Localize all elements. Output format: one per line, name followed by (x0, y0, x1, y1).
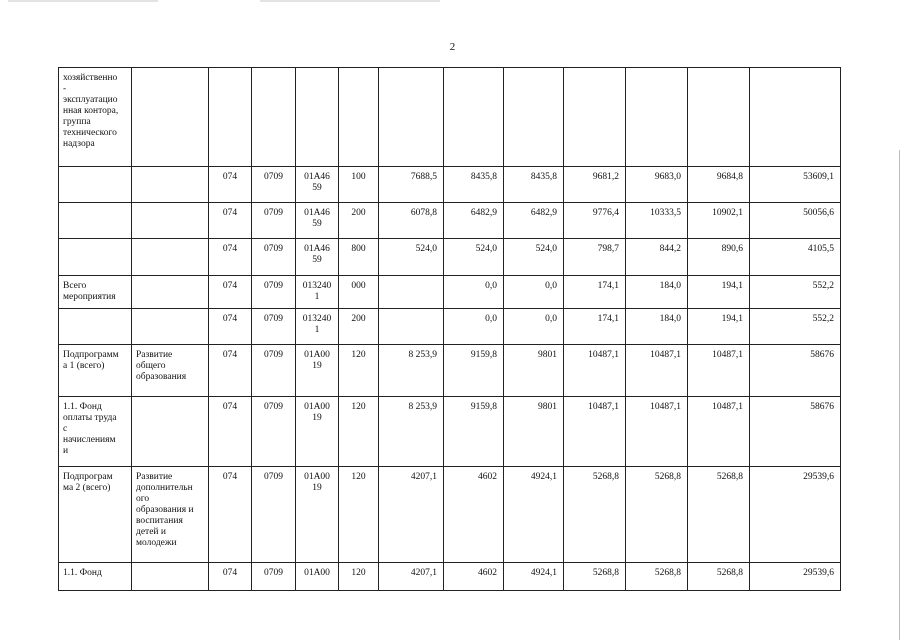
value-cell: 844,2 (626, 239, 688, 276)
total-cell: 552,2 (750, 309, 841, 345)
code-target-cell: 01А00 (296, 563, 339, 591)
scan-edge-line (899, 150, 900, 640)
value-cell: 9801 (504, 397, 564, 467)
code-section-cell: 0709 (252, 563, 296, 591)
code-section-cell: 0709 (252, 276, 296, 309)
code-target-cell: 01А46 59 (296, 203, 339, 239)
value-cell: 9776,4 (564, 203, 626, 239)
value-cell: 524,0 (444, 239, 504, 276)
code-target-cell: 013240 1 (296, 276, 339, 309)
value-cell: 6482,9 (444, 203, 504, 239)
value-cell (444, 68, 504, 167)
value-cell: 10487,1 (626, 345, 688, 397)
code-ministry-cell: 074 (209, 167, 252, 203)
total-cell: 50056,6 (750, 203, 841, 239)
value-cell (504, 68, 564, 167)
code-expense-type-cell: 000 (339, 276, 379, 309)
value-cell: 6482,9 (504, 203, 564, 239)
code-ministry-cell: 074 (209, 309, 252, 345)
row-name-cell (59, 203, 132, 239)
value-cell: 4924,1 (504, 563, 564, 591)
table-row (59, 467, 841, 563)
value-cell: 0,0 (504, 309, 564, 345)
value-cell: 10333,5 (626, 203, 688, 239)
code-ministry-cell: 074 (209, 276, 252, 309)
total-cell: 53609,1 (750, 167, 841, 203)
total-cell: 552,2 (750, 276, 841, 309)
code-ministry-cell: 074 (209, 345, 252, 397)
value-cell: 5268,8 (688, 467, 750, 563)
value-cell: 174,1 (564, 276, 626, 309)
value-cell: 890,6 (688, 239, 750, 276)
value-cell: 0,0 (444, 309, 504, 345)
table-row (59, 563, 841, 591)
row-name-cell: 1.1. Фонд (59, 563, 132, 591)
row-description-cell (132, 397, 209, 467)
code-expense-type-cell: 120 (339, 467, 379, 563)
value-cell (379, 276, 444, 309)
value-cell: 9159,8 (444, 345, 504, 397)
value-cell: 4924,1 (504, 467, 564, 563)
row-name-cell: Подпрограмм а 1 (всего) (59, 345, 132, 397)
total-cell: 29539,6 (750, 467, 841, 563)
row-description-cell (132, 167, 209, 203)
code-section-cell: 0709 (252, 239, 296, 276)
code-ministry-cell: 074 (209, 563, 252, 591)
code-section-cell: 0709 (252, 467, 296, 563)
row-name-cell (59, 239, 132, 276)
row-description-cell (132, 563, 209, 591)
code-ministry-cell: 074 (209, 203, 252, 239)
row-name-cell: Всего мероприятия (59, 276, 132, 309)
value-cell: 8435,8 (504, 167, 564, 203)
value-cell: 5268,8 (564, 563, 626, 591)
value-cell: 0,0 (444, 276, 504, 309)
total-cell: 29539,6 (750, 563, 841, 591)
value-cell: 9684,8 (688, 167, 750, 203)
code-expense-type-cell: 120 (339, 345, 379, 397)
row-description-cell (132, 203, 209, 239)
table-row (59, 239, 841, 276)
value-cell: 4602 (444, 563, 504, 591)
row-name-cell: 1.1. Фонд оплаты труда с начислениям и (59, 397, 132, 467)
value-cell: 9801 (504, 345, 564, 397)
value-cell: 174,1 (564, 309, 626, 345)
value-cell: 10487,1 (626, 397, 688, 467)
row-name-cell: хозяйственно - эксплуатацио нная контора, группа технического надзора (59, 68, 132, 167)
value-cell (626, 68, 688, 167)
value-cell: 5268,8 (626, 563, 688, 591)
code-target-cell: 01А46 59 (296, 167, 339, 203)
code-section-cell: 0709 (252, 167, 296, 203)
row-description-cell (132, 309, 209, 345)
code-target-cell: 01А00 19 (296, 467, 339, 563)
row-name-cell: Подпрограм ма 2 (всего) (59, 467, 132, 563)
code-expense-type-cell: 200 (339, 203, 379, 239)
value-cell: 524,0 (504, 239, 564, 276)
value-cell: 10487,1 (688, 397, 750, 467)
code-ministry-cell: 074 (209, 397, 252, 467)
row-name-cell (59, 309, 132, 345)
value-cell: 6078,8 (379, 203, 444, 239)
code-ministry-cell: 074 (209, 239, 252, 276)
code-target-cell: 01А00 19 (296, 397, 339, 467)
value-cell: 9681,2 (564, 167, 626, 203)
value-cell: 8435,8 (444, 167, 504, 203)
code-expense-type-cell: 120 (339, 563, 379, 591)
value-cell: 10487,1 (564, 345, 626, 397)
value-cell: 4207,1 (379, 467, 444, 563)
value-cell: 9159,8 (444, 397, 504, 467)
row-description-cell: Развитие общего образования (132, 345, 209, 397)
code-section-cell: 0709 (252, 203, 296, 239)
code-section-cell: 0709 (252, 345, 296, 397)
value-cell: 8 253,9 (379, 397, 444, 467)
value-cell: 10487,1 (564, 397, 626, 467)
code-target-cell: 013240 1 (296, 309, 339, 345)
value-cell: 194,1 (688, 309, 750, 345)
value-cell: 4207,1 (379, 563, 444, 591)
budget-table (58, 67, 841, 591)
code-ministry-cell (209, 68, 252, 167)
table-row (59, 167, 841, 203)
code-expense-type-cell: 800 (339, 239, 379, 276)
value-cell: 184,0 (626, 276, 688, 309)
value-cell: 524,0 (379, 239, 444, 276)
code-expense-type-cell: 100 (339, 167, 379, 203)
value-cell: 184,0 (626, 309, 688, 345)
page-number: 2 (449, 41, 456, 53)
total-cell: 4105,5 (750, 239, 841, 276)
row-name-cell (59, 167, 132, 203)
total-cell: 58676 (750, 397, 841, 467)
total-cell (750, 68, 841, 167)
value-cell (379, 68, 444, 167)
table-row (59, 397, 841, 467)
code-section-cell: 0709 (252, 309, 296, 345)
code-expense-type-cell: 200 (339, 309, 379, 345)
table-row (59, 203, 841, 239)
value-cell: 4602 (444, 467, 504, 563)
code-expense-type-cell: 120 (339, 397, 379, 467)
row-description-cell (132, 68, 209, 167)
value-cell: 798,7 (564, 239, 626, 276)
value-cell: 9683,0 (626, 167, 688, 203)
value-cell: 8 253,9 (379, 345, 444, 397)
table-row (59, 68, 841, 167)
row-description-cell (132, 239, 209, 276)
code-section-cell: 0709 (252, 397, 296, 467)
code-target-cell: 01А00 19 (296, 345, 339, 397)
value-cell: 5268,8 (688, 563, 750, 591)
row-description-cell: Развитие дополнительн ого образования и воспитания детей и молодежи (132, 467, 209, 563)
value-cell: 7688,5 (379, 167, 444, 203)
value-cell: 5268,8 (626, 467, 688, 563)
value-cell: 194,1 (688, 276, 750, 309)
value-cell: 10902,1 (688, 203, 750, 239)
table-row (59, 309, 841, 345)
value-cell: 10487,1 (688, 345, 750, 397)
value-cell: 0,0 (504, 276, 564, 309)
scan-top-edge (0, 0, 905, 3)
value-cell (564, 68, 626, 167)
table-body (59, 68, 841, 591)
value-cell (688, 68, 750, 167)
code-section-cell (252, 68, 296, 167)
code-target-cell (296, 68, 339, 167)
value-cell: 5268,8 (564, 467, 626, 563)
total-cell: 58676 (750, 345, 841, 397)
table-row (59, 345, 841, 397)
code-expense-type-cell (339, 68, 379, 167)
code-ministry-cell: 074 (209, 467, 252, 563)
table-row (59, 276, 841, 309)
value-cell (379, 309, 444, 345)
row-description-cell (132, 276, 209, 309)
code-target-cell: 01А46 59 (296, 239, 339, 276)
